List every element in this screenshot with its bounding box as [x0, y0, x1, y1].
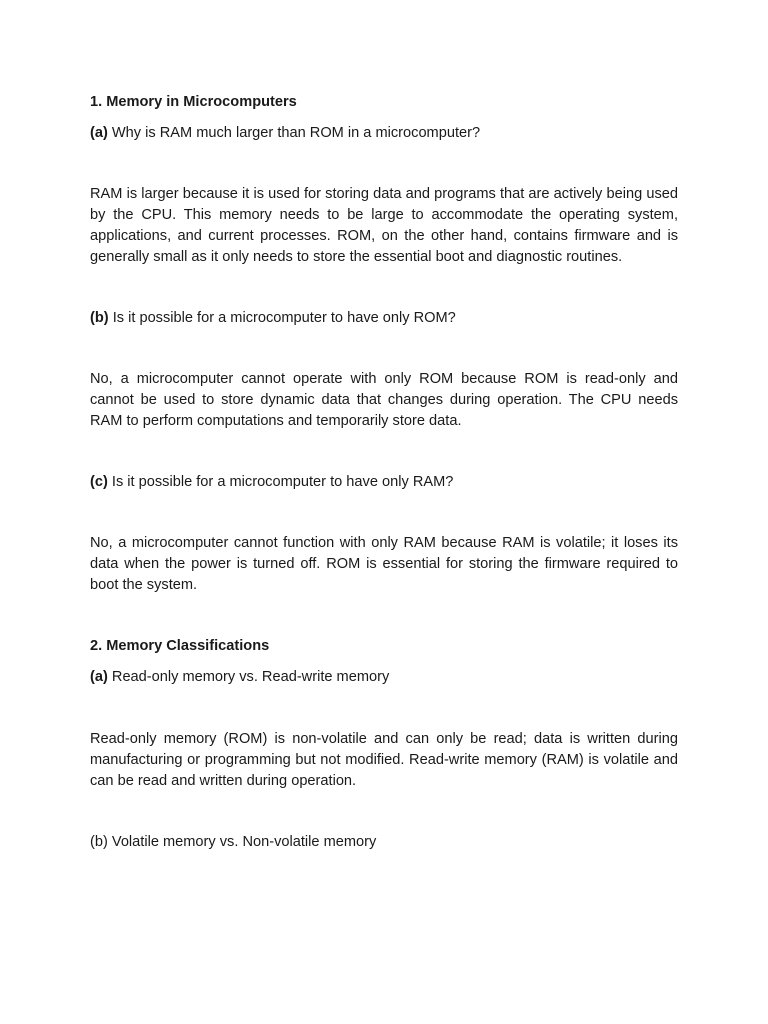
question-1c	[90, 472, 678, 493]
question-text: Why is RAM much larger than ROM in a microcomputer?	[107, 125, 481, 141]
question-label: (a)	[90, 669, 108, 685]
question-1b	[90, 308, 678, 329]
answer-1a: RAM is larger because it is used for storing data and programs that are actively being used by the CPU. This memory needs to be large to accommodate the operating system, applications, and current processes. ROM, on the other hand, contains firmware and is generally small as it only needs to store the essential boot and diagnostic routines.	[90, 186, 678, 265]
section-1-heading: 1. Memory in Microcomputers	[90, 94, 297, 110]
question-text: Read-only memory vs. Read-write memory	[107, 669, 390, 685]
question-label: (a)	[90, 125, 108, 141]
question-label: (b)	[90, 310, 109, 326]
question-label: (c)	[90, 474, 108, 490]
question-text: Is it possible for a microcomputer to have only ROM?	[108, 310, 456, 326]
answer-1c: No, a microcomputer cannot function with only RAM because RAM is volatile; it loses its data when the power is turned off. ROM is essential for storing the firmware required to boot the system.	[90, 535, 678, 593]
answer-2a: Read-only memory (ROM) is non-volatile and can only be read; data is written during manufacturing or programming but not modified. Read-write memory (RAM) is volatile and can be read and written during operation.	[90, 731, 678, 789]
answer-1b: No, a microcomputer cannot operate with only ROM because ROM is read-only and cannot be used to store dynamic data that changes during operation. The CPU needs RAM to perform computations and temporarily store data.	[90, 371, 678, 429]
question-text: Is it possible for a microcomputer to have only RAM?	[107, 474, 454, 490]
section-2-heading: 2. Memory Classifications	[90, 638, 270, 654]
question-1a	[90, 123, 678, 144]
question-2b: (b) Volatile memory vs. Non-volatile memory	[90, 834, 377, 850]
question-2a	[90, 667, 678, 688]
